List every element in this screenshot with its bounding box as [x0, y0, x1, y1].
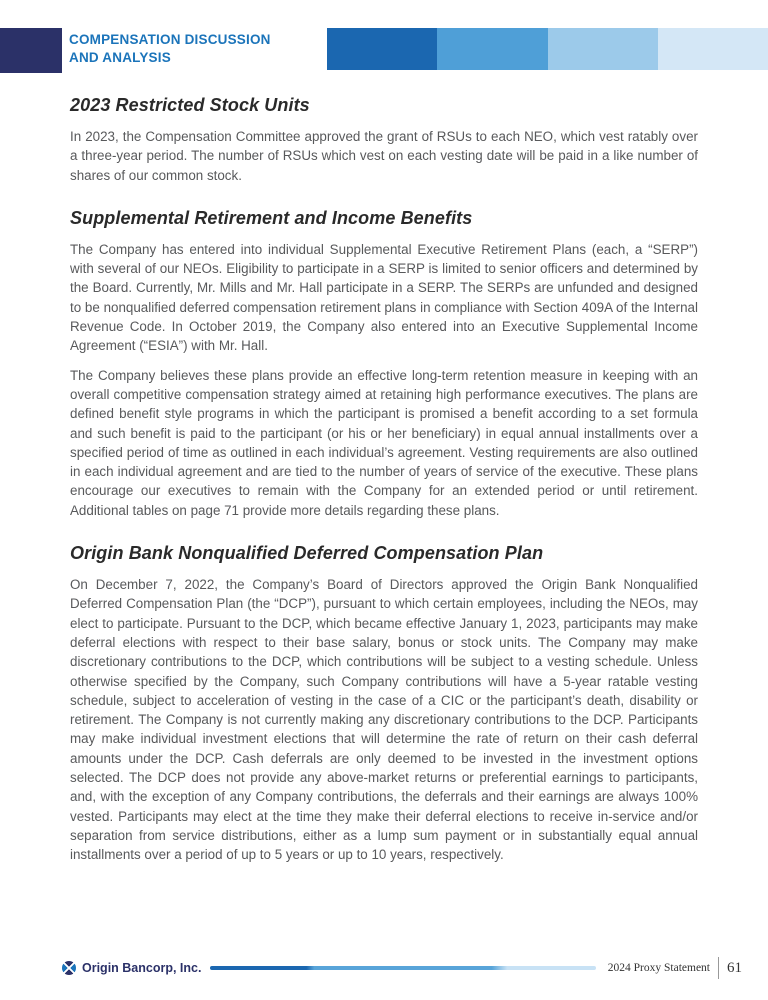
page-footer [62, 955, 742, 981]
origin-bancorp-logo-icon [62, 961, 76, 975]
section-heading: Supplemental Retirement and Income Benefits [70, 207, 473, 228]
page-header-title [69, 31, 271, 67]
header-gradient-bar [327, 28, 768, 70]
paragraph: The Company has entered into individual Supplemental Executive Retirement Plans (each, a “SERP”) with several of our NEOs. Eligibility to participate in a SERP is limited to senior officers and determined by the Board. Currently, Mr. Mills and Mr. Hall participate in a SERP. The SERPs are unfunded and designed to be nonqualified deferred compensation retirement plans in compliance with Section 409A of the Internal Revenue Code. In October 2019, the Company also entered into an Executive Supplemental Income Agreement (“ESIA”) with Mr. Hall. [70, 241, 698, 354]
section-supplemental-retirement [70, 208, 698, 520]
header-bar-segment-2 [437, 28, 547, 70]
paragraph: On December 7, 2022, the Company’s Board of Directors approved the Origin Bank Nonqualified Deferred Compensation Plan (the “DCP”), pursuant to which certain employees, including the NEOs, may elect to participate. Pursuant to the DCP, which became effective January 1, 2023, participants may make deferral elections with respect to their base salary, bonus or stock units. The Company may make discretionary contributions to the DCP, which contributions will be subject to a vesting schedule. Unless otherwise specified by the Company, such Company contributions will have a 5-year ratable vesting schedule, subject to acceleration of vesting in the case of a CIC or the participant’s death, disability or retirement. The Company is not currently making any discretionary contributions to the DCP. Participants may make individual investment elections that will determine the rate of return on their cash deferral amounts under the DCP. Cash deferrals are only deemed to be invested in the investment options selected. The DCP does not provide any above-market returns or preferential earnings to participants, and, with the exception of any Company contributions, the deferrals and their earnings are always 100% vested. Participants may elect at the time they make their deferral elections to receive in-service and/or separation from service distributions, either as a lump sum payment or in substantially equal annual installments over a period of up to 5 years or up to 10 years, respectively. [70, 577, 698, 863]
footer-divider [718, 957, 719, 979]
header-title-line1: COMPENSATION DISCUSSION [69, 32, 271, 47]
header-bar-segment-1 [327, 28, 437, 70]
section-deferred-compensation-plan [70, 543, 698, 864]
document-body [70, 95, 698, 875]
header-bar-segment-3 [548, 28, 658, 70]
header-title-line2: AND ANALYSIS [69, 49, 171, 65]
footer-doc-label: 2024 Proxy Statement [607, 962, 710, 974]
header-bar-segment-4 [658, 28, 768, 70]
footer-company-name: Origin Bancorp, Inc. [82, 961, 202, 975]
footer-gradient-rule [210, 966, 595, 970]
section-heading: Origin Bank Nonqualified Deferred Compensation Plan [70, 543, 544, 564]
footer-page-number: 61 [727, 959, 742, 976]
paragraph: The Company believes these plans provide an effective long-term retention measure in keeping with an overall competitive compensation strategy aimed at retaining high performance executives. The plans are defined benefit style programs in which the participant is promised a benefit according to a set formula and such benefit is paid to the participant (or his or her beneficiary) in equal annual installments over a specified period of time as outlined in each individual’s agreement. Vesting requirements are also outlined in each individual agreement and are tied to the number of years of service of the executive. These plans encourage our executives to remain with the Company for an extended period or until retirement. Additional tables on page 71 provide more details regarding these plans. [70, 367, 698, 518]
section-restricted-stock-units [70, 95, 698, 185]
header-accent-square [0, 28, 62, 73]
paragraph: In 2023, the Compensation Committee approved the grant of RSUs to each NEO, which vest ratably over a three-year period. The number of RSUs which vest on each vesting date will be paid in a like number of shares of our common stock. [70, 129, 698, 183]
page-header [0, 28, 768, 73]
section-heading: 2023 Restricted Stock Units [70, 95, 310, 115]
